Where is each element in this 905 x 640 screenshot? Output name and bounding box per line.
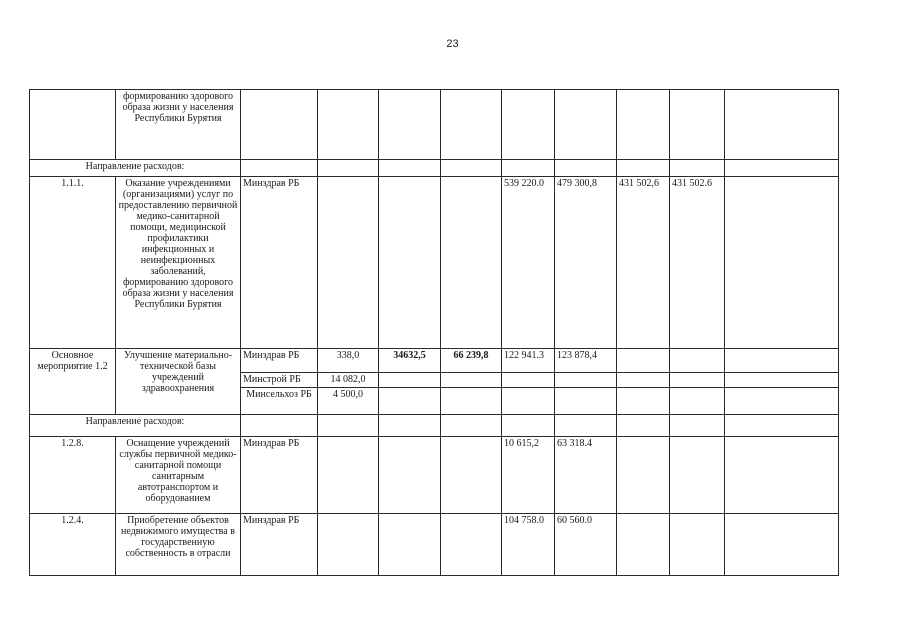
cell-value [725,349,839,373]
cell-value: 431 502.6 [670,177,725,349]
cell-value: 479 300,8 [555,177,617,349]
cell-value [441,373,502,388]
table-row-main-1-2 [30,349,839,373]
cell-name: формированию здорового образа жизни у населения Республики Бурятия [116,90,241,160]
cell-code: 1.2.4. [30,514,116,576]
cell-value: 122 941.3 [502,349,555,373]
cell-value [441,388,502,415]
cell-value: 104 758.0 [502,514,555,576]
cell-value [555,388,617,415]
cell-code: 1.2.8. [30,437,116,514]
cell-value: 431 502,6 [617,177,670,349]
table-row-section [30,160,839,177]
cell-code [30,90,116,160]
cell-value: 338,0 [318,349,379,373]
cell-name: Оснащение учреждений службы первичной медико-санитарной помощи санитарным автотранспортом и оборудованием [116,437,241,514]
cell-value [617,388,670,415]
table-row-continuation [30,90,839,160]
cell-value [555,373,617,388]
cell-value: 63 318.4 [555,437,617,514]
cell-value [670,388,725,415]
table-row-section [30,415,839,437]
cell-value [670,349,725,373]
table-row-1-2-4 [30,514,839,576]
table-row-1-2-8 [30,437,839,514]
cell-value [670,373,725,388]
table-row-1-1-1 [30,177,839,349]
cell-value [725,388,839,415]
cell-value: 539 220.0 [502,177,555,349]
section-label: Направление расходов: [30,415,241,437]
cell-value [379,388,441,415]
budget-table [29,89,839,576]
cell-value [502,388,555,415]
cell-executor: Минздрав РБ [241,349,318,373]
cell-value: 14 082,0 [318,373,379,388]
cell-name: Улучшение материально-технической базы учреждений здравоохранения [116,349,241,415]
cell-value [502,373,555,388]
cell-code: Основное мероприятие 1.2 [30,349,116,415]
cell-value: 66 239,8 [441,349,502,373]
cell-executor: Минздрав РБ [241,177,318,349]
cell-value [379,373,441,388]
cell-value [725,373,839,388]
cell-value: 34632,5 [379,349,441,373]
cell-executor: Минсельхоз РБ [241,388,318,415]
section-label: Направление расходов: [30,160,241,177]
cell-executor: Минздрав РБ [241,437,318,514]
cell-code: 1.1.1. [30,177,116,349]
cell-value: 60 560.0 [555,514,617,576]
cell-value [441,177,502,349]
cell-value [617,373,670,388]
cell-value [379,177,441,349]
cell-name: Оказание учреждениями (организациями) услуг по предоставлению первичной медико-санитарной помощи, медицинской профилактики инфекционных и неинфекционных заболеваний, формированию здорового образа жизни у населения Республики Бурятия [116,177,241,349]
cell-value [725,177,839,349]
cell-value: 10 615,2 [502,437,555,514]
cell-value [318,177,379,349]
cell-name: Приобретение объектов недвижимого имущества в государственную собственность в отрасли [116,514,241,576]
cell-value: 4 500,0 [318,388,379,415]
page-number: 23 [446,38,459,50]
cell-value [617,349,670,373]
cell-executor: Минздрав РБ [241,514,318,576]
cell-value: 123 878,4 [555,349,617,373]
cell-executor: Минстрой РБ [241,373,318,388]
